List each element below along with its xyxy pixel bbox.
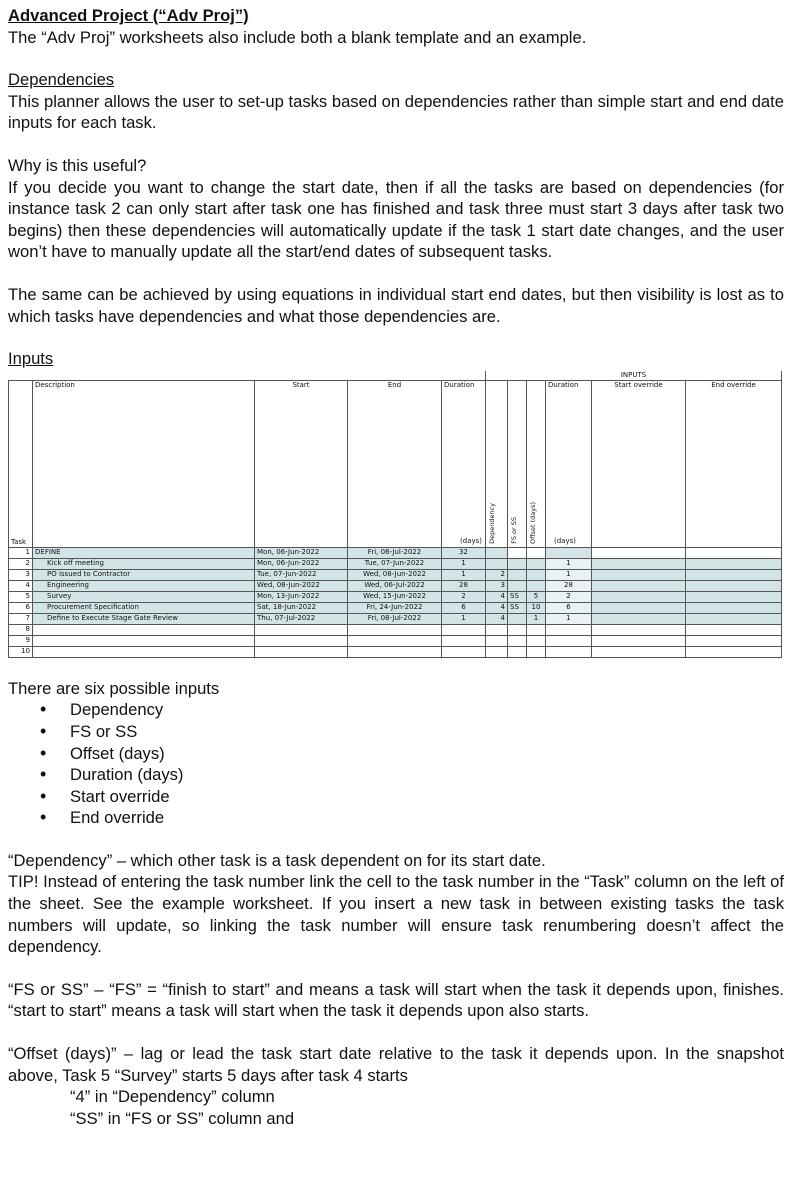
start-date-cell: Wed, 08-Jun-2022 — [255, 580, 348, 591]
offset-cell[interactable]: 10 — [527, 602, 546, 613]
table-row — [9, 569, 782, 580]
duration-cell: 32 — [442, 547, 486, 558]
header-task: Task — [9, 380, 33, 547]
list-item: • End override — [70, 807, 784, 829]
table-row — [9, 613, 782, 624]
dependency-cell[interactable] — [486, 547, 508, 558]
tip-paragraph: TIP! Instead of entering the task number link the cell to the task number in the “Task” column on the left of the sheet. See the example worksheet. If you insert a new task in between existing tasks the task numbers will update, so linking the task number will ensure task renumbering doesn’t affect the dependency. — [8, 872, 784, 957]
description-cell: Survey — [33, 591, 255, 602]
end-override-cell[interactable] — [686, 602, 782, 613]
inputs-list — [8, 699, 784, 829]
offset-example-line-1: “4” in “Dependency” column — [70, 1087, 275, 1107]
end-date-cell: Wed, 08-Jun-2022 — [348, 569, 442, 580]
planner-table — [8, 371, 782, 658]
spreadsheet-snapshot — [8, 371, 784, 678]
end-date-cell: Wed, 15-Jun-2022 — [348, 591, 442, 602]
offset-cell[interactable]: 5 — [527, 591, 546, 602]
task-cell: 6 — [9, 602, 33, 613]
duration-input-cell[interactable]: 28 — [546, 580, 592, 591]
end-date-cell: Fri, 08-Jul-2022 — [348, 547, 442, 558]
offset-cell[interactable] — [527, 547, 546, 558]
end-date-cell: Tue, 07-Jun-2022 — [348, 558, 442, 569]
end-date-cell: Wed, 06-Jul-2022 — [348, 580, 442, 591]
header-start: Start — [255, 380, 348, 547]
table-row — [9, 547, 782, 558]
dependency-cell[interactable] — [486, 624, 508, 635]
inputs-band-label: INPUTS — [486, 371, 782, 381]
description-cell: DEFINE — [33, 547, 255, 558]
fs-ss-cell[interactable]: SS — [508, 602, 527, 613]
table-row — [9, 602, 782, 613]
duration-cell: 1 — [442, 613, 486, 624]
start-override-cell[interactable] — [592, 591, 686, 602]
header-duration-input: Duration (days) — [546, 380, 592, 547]
duration-input-cell[interactable] — [546, 646, 592, 657]
header-dependency: Dependency — [486, 380, 508, 547]
why-paragraph: If you decide you want to change the start date, then if all the tasks are based on dependencies (for instance task 2 can only start after task one has finished and task three must start 3 days after task two begins) then these dependencies will automatically update if the task 1 start date changes, and the user won’t have to manually update all the start/end dates of subsequent tasks. — [8, 177, 784, 262]
dependency-cell[interactable]: 4 — [486, 613, 508, 624]
offset-cell[interactable] — [527, 580, 546, 591]
description-cell: Define to Execute Stage Gate Review — [33, 613, 255, 624]
header-fs-ss: FS or SS — [508, 380, 527, 547]
start-date-cell — [255, 635, 348, 646]
table-row — [9, 591, 782, 602]
offset-cell[interactable] — [527, 558, 546, 569]
start-override-cell[interactable] — [592, 624, 686, 635]
section-heading-dependencies: Dependencies — [8, 70, 115, 90]
duration-input-cell[interactable] — [546, 635, 592, 646]
fs-ss-cell[interactable] — [508, 547, 527, 558]
list-item: • Dependency — [70, 699, 784, 721]
fs-ss-explanation: “FS or SS” – “FS” = “finish to start” and means a task will start when the task it depends upon, finishes. “start to start” means a task will start when the task it depends upon also starts. — [8, 979, 784, 1021]
duration-cell — [442, 646, 486, 657]
fs-ss-cell[interactable] — [508, 580, 527, 591]
end-date-cell — [348, 646, 442, 657]
duration-cell: 28 — [442, 580, 486, 591]
description-cell — [33, 646, 255, 657]
list-item: • FS or SS — [70, 721, 784, 743]
fs-ss-cell[interactable] — [508, 635, 527, 646]
task-cell: 9 — [9, 635, 33, 646]
end-override-cell[interactable] — [686, 569, 782, 580]
start-date-cell: Mon, 06-Jun-2022 — [255, 558, 348, 569]
dependency-cell[interactable]: 4 — [486, 602, 508, 613]
task-cell: 7 — [9, 613, 33, 624]
duration-cell: 6 — [442, 602, 486, 613]
list-item: • Offset (days) — [70, 743, 784, 765]
end-override-cell[interactable] — [686, 558, 782, 569]
offset-explanation: “Offset (days)” – lag or lead the task start date relative to the task it depends upon. In the snapshot above, Task 5 “Survey” starts 5 days after task 4 starts — [8, 1044, 784, 1085]
header-end: End — [348, 380, 442, 547]
task-cell: 4 — [9, 580, 33, 591]
start-date-cell: Sat, 18-Jun-2022 — [255, 602, 348, 613]
table-row — [9, 646, 782, 657]
list-item: • Duration (days) — [70, 764, 784, 786]
list-item: • Start override — [70, 786, 784, 808]
offset-cell[interactable] — [527, 635, 546, 646]
end-date-cell — [348, 624, 442, 635]
description-cell — [33, 624, 255, 635]
start-date-cell: Mon, 06-Jun-2022 — [255, 547, 348, 558]
header-row — [9, 380, 782, 547]
dependency-cell[interactable]: 2 — [486, 569, 508, 580]
end-override-cell[interactable] — [686, 580, 782, 591]
dependency-cell[interactable]: 3 — [486, 580, 508, 591]
task-cell: 3 — [9, 569, 33, 580]
start-date-cell: Thu, 07-Jul-2022 — [255, 613, 348, 624]
duration-cell: 2 — [442, 591, 486, 602]
offset-example-line-2: “SS” in “FS or SS” column and — [70, 1108, 295, 1128]
task-cell: 2 — [9, 558, 33, 569]
duration-input-cell[interactable]: 1 — [546, 613, 592, 624]
task-cell: 5 — [9, 591, 33, 602]
section-heading-advanced-project: Advanced Project (“Adv Proj”) — [8, 6, 249, 25]
description-cell: Procurement Specification — [33, 602, 255, 613]
duration-input-cell[interactable]: 1 — [546, 569, 592, 580]
start-date-cell: Mon, 13-Jun-2022 — [255, 591, 348, 602]
dependency-cell[interactable] — [486, 635, 508, 646]
document-page — [8, 5, 784, 1129]
fs-ss-cell[interactable] — [508, 624, 527, 635]
end-date-cell — [348, 635, 442, 646]
duration-input-cell[interactable]: 2 — [546, 591, 592, 602]
end-date-cell: Fri, 24-Jun-2022 — [348, 602, 442, 613]
task-cell: 1 — [9, 547, 33, 558]
duration-input-cell[interactable] — [546, 624, 592, 635]
end-override-cell[interactable] — [686, 646, 782, 657]
table-row — [9, 635, 782, 646]
start-override-cell[interactable] — [592, 569, 686, 580]
duration-input-cell[interactable]: 1 — [546, 558, 592, 569]
duration-input-cell[interactable]: 6 — [546, 602, 592, 613]
fs-ss-cell[interactable] — [508, 569, 527, 580]
start-override-cell[interactable] — [592, 547, 686, 558]
same-paragraph: The same can be achieved by using equations in individual start end dates, but then visibility is lost as to which tasks have dependencies and what those dependencies are. — [8, 284, 784, 326]
header-start-override: Start override — [592, 380, 686, 547]
fs-ss-cell[interactable] — [508, 613, 527, 624]
section-heading-inputs: Inputs — [8, 349, 54, 369]
description-cell: Kick off meeting — [33, 558, 255, 569]
start-date-cell — [255, 646, 348, 657]
start-override-cell[interactable] — [592, 646, 686, 657]
why-question: Why is this useful? — [8, 155, 147, 175]
duration-cell: 1 — [442, 569, 486, 580]
description-cell: Engineering — [33, 580, 255, 591]
description-cell — [33, 635, 255, 646]
duration-cell: 1 — [442, 558, 486, 569]
dependency-cell[interactable]: 4 — [486, 591, 508, 602]
table-row — [9, 624, 782, 635]
start-override-cell[interactable] — [592, 558, 686, 569]
start-date-cell: Tue, 07-Jun-2022 — [255, 569, 348, 580]
offset-cell[interactable]: 1 — [527, 613, 546, 624]
start-override-cell[interactable] — [592, 613, 686, 624]
dependency-explanation: “Dependency” – which other task is a task dependent on for its start date. — [8, 850, 546, 870]
end-override-cell[interactable] — [686, 635, 782, 646]
dependency-cell[interactable] — [486, 646, 508, 657]
end-override-cell[interactable] — [686, 613, 782, 624]
offset-cell[interactable] — [527, 646, 546, 657]
intro-paragraph: The “Adv Proj” worksheets also include both a blank template and an example. — [8, 27, 587, 47]
start-override-cell[interactable] — [592, 635, 686, 646]
header-description: Description — [33, 380, 255, 547]
task-cell: 8 — [9, 624, 33, 635]
description-cell: PO issued to Contractor — [33, 569, 255, 580]
end-override-cell[interactable] — [686, 624, 782, 635]
offset-cell[interactable] — [527, 569, 546, 580]
duration-cell — [442, 624, 486, 635]
offset-cell[interactable] — [527, 624, 546, 635]
duration-cell — [442, 635, 486, 646]
fs-ss-cell[interactable]: SS — [508, 591, 527, 602]
end-override-cell[interactable] — [686, 591, 782, 602]
header-end-override: End override — [686, 380, 782, 547]
task-cell: 10 — [9, 646, 33, 657]
start-override-cell[interactable] — [592, 602, 686, 613]
table-row — [9, 558, 782, 569]
end-override-cell[interactable] — [686, 547, 782, 558]
duration-input-cell[interactable] — [546, 547, 592, 558]
six-inputs-intro: There are six possible inputs — [8, 678, 220, 698]
dependency-cell[interactable] — [486, 558, 508, 569]
fs-ss-cell[interactable] — [508, 558, 527, 569]
table-row — [9, 580, 782, 591]
header-offset: Offset (days) — [527, 380, 546, 547]
start-date-cell — [255, 624, 348, 635]
dependencies-paragraph: This planner allows the user to set-up tasks based on dependencies rather than simple start and end date inputs for each task. — [8, 91, 784, 133]
header-duration: Duration (days) — [442, 380, 486, 547]
end-date-cell: Fri, 08-Jul-2022 — [348, 613, 442, 624]
fs-ss-cell[interactable] — [508, 646, 527, 657]
start-override-cell[interactable] — [592, 580, 686, 591]
